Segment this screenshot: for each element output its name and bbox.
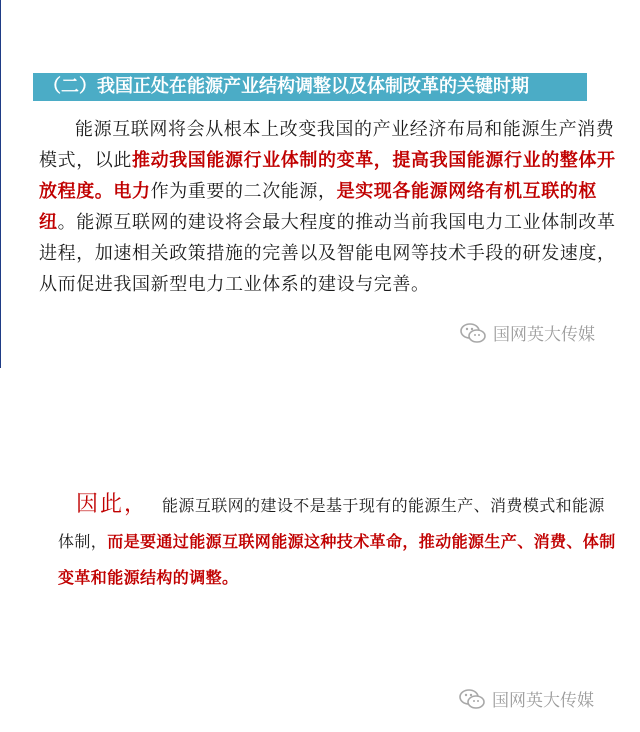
bottom-text-1: 能源互联网的建设不是基于现有的能源生产、消费模式和能源体制，	[58, 496, 605, 551]
watermark-bottom	[458, 686, 594, 711]
section-heading: （二）我国正处在能源产业结构调整以及体制改革的关键时期	[43, 76, 529, 97]
watermark-top	[459, 320, 595, 345]
top-paragraph	[39, 114, 627, 300]
wechat-icon	[458, 688, 486, 710]
wechat-icon	[459, 322, 487, 344]
watermark-text: 国网英大传媒	[493, 325, 595, 345]
top-text-1: 能源互联网将会从根本上改变我国的产业经济布局和能源生产消费模式，以此	[39, 119, 615, 171]
slide-gap	[0, 368, 640, 376]
top-text-2: 作为重要的二次能源，	[150, 181, 337, 202]
bottom-highlight: 而是要通过能源互联网能源这种技术革命，推动能源生产、消费、体制变革和能源结构的调整。	[58, 532, 616, 587]
watermark-text: 国网英大传媒	[492, 691, 594, 711]
top-highlight-1: 推动我国能源行业体制的变革，提高我国能源行业的整体开放程度。电力	[39, 150, 616, 202]
bottom-paragraph	[58, 487, 618, 596]
top-text-3: 。能源互联网的建设将会最大程度的推动当前我国电力工业体制改革进程，加速相关政策措施的完善以及智能电网等技术手段的研发速度，从而促进我国新型电力工业体系的建设与完善。	[39, 212, 616, 295]
bottom-lead: 因此，	[76, 492, 149, 517]
top-highlight-2: 是实现各能源网络有机互联的枢纽	[39, 181, 598, 233]
